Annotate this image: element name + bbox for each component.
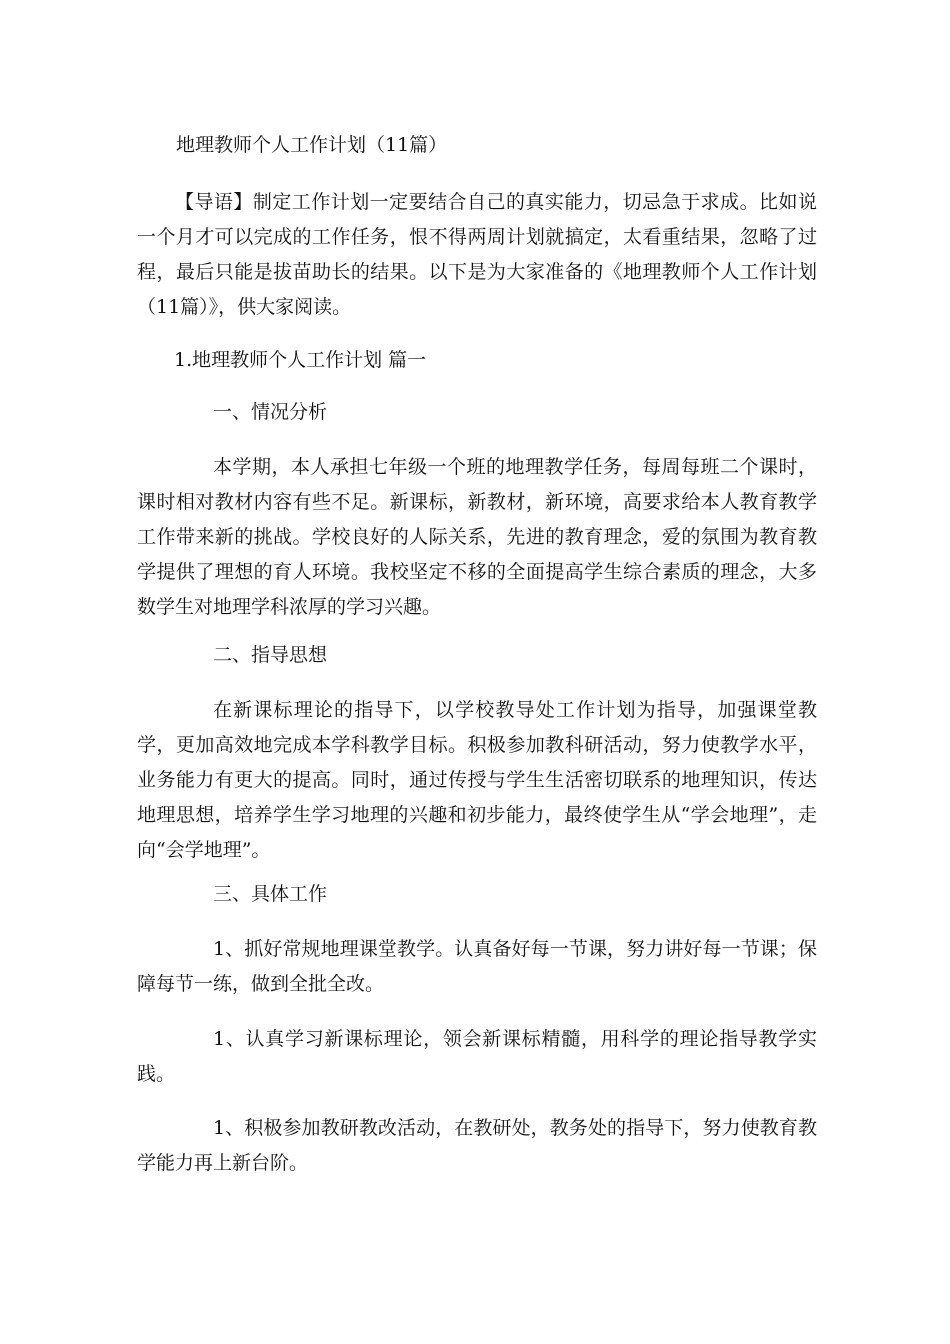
work-item-study: 1、认真学习新课标理论，领会新课标精髓，用科学的理论指导教学实践。 <box>137 1028 817 1085</box>
section-heading-situation: 一、情况分析 <box>213 401 328 423</box>
work-item-research: 1、积极参加教研教改活动，在教研处，教务处的指导下，努力使教育教学能力再上新台阶。 <box>137 1117 817 1174</box>
intro-paragraph: 【导语】制定工作计划一定要结合自己的真实能力，切忌急于求成。比如说一个月才可以完成的工作任务，恨不得两周计划就搞定，太看重结果，忽略了过程，最后只能是拔苗助长的结果。以下是为大家准备的《地理教师个人工作计划（11篇）》，供大家阅读。 <box>137 191 817 318</box>
situation-paragraph: 本学期，本人承担七年级一个班的地理教学任务，每周每班二个课时，课时相对教材内容有些不足。新课标，新教材，新环境，高要求给本人教育教学工作带来新的挑战。学校良好的人际关系，先进的教育理念，爱的氛围为教育教学提供了理想的育人环境。我校坚定不移的全面提高学生综合素质的理念，大多数学生对地理学科浓厚的学习兴趣。 <box>137 456 817 618</box>
section-heading-guidance: 二、指导思想 <box>213 644 328 666</box>
article-heading: 1.地理教师个人工作计划 篇一 <box>174 349 427 371</box>
guidance-paragraph: 在新课标理论的指导下，以学校教导处工作计划为指导，加强课堂教学，更加高效地完成本学科教学目标。积极参加教科研活动，努力使教学水平，业务能力有更大的提高。同时，通过传授与学生生活密切联系的地理知识，传达地理思想，培养学生学习地理的兴趣和初步能力，最终使学生从“学会地理”，走向“会学地理”。 <box>137 699 817 861</box>
document-title: 地理教师个人工作计划（11篇） <box>176 134 448 156</box>
section-heading-specific-work: 三、具体工作 <box>213 883 328 905</box>
work-item-classroom: 1、抓好常规地理课堂教学。认真备好每一节课，努力讲好每一节课；保障每节一练，做到全批全改。 <box>137 938 817 995</box>
